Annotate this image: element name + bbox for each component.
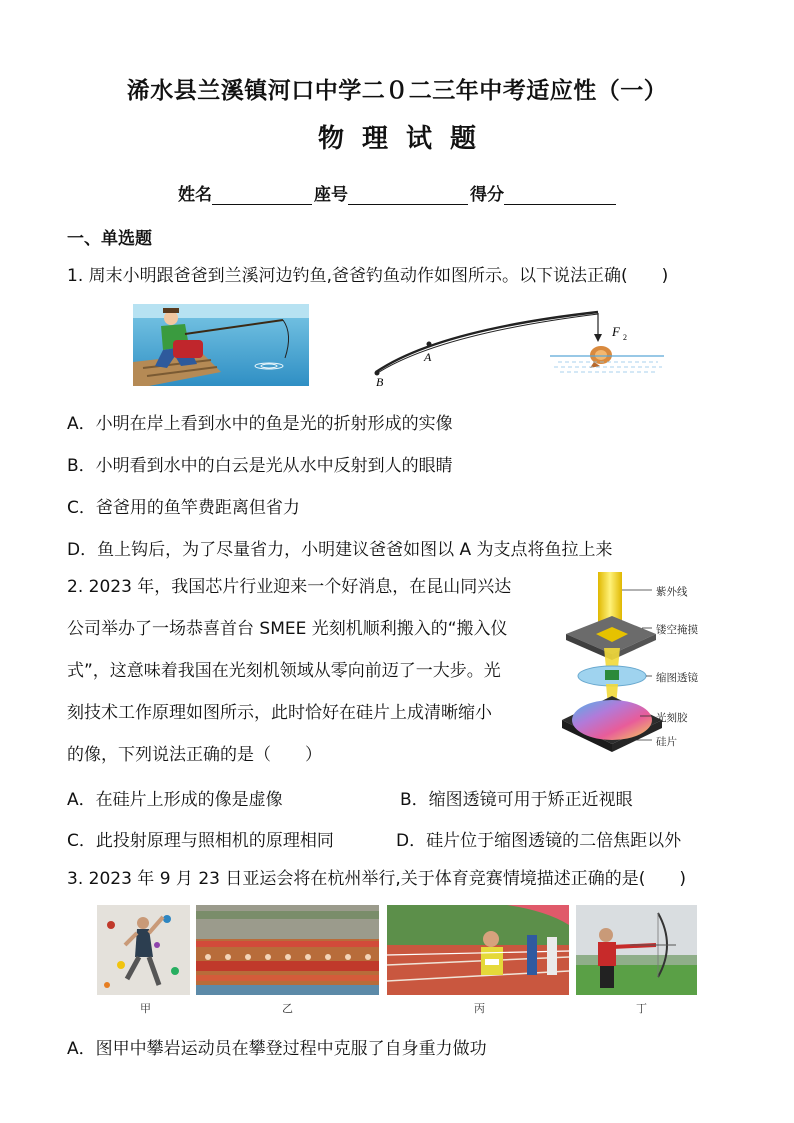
q2-line: 的像，下列说法正确的是（ ）	[67, 745, 322, 765]
force-label: F	[612, 324, 620, 339]
question-2-stem	[67, 566, 557, 776]
point-b-label: B	[376, 375, 384, 389]
q3-option-a[interactable]: A．图甲中攀岩运动员在攀登过程中克服了自身重力做功	[67, 1039, 487, 1059]
exam-title: 浠水县兰溪镇河口中学二０二三年中考适应性（一）	[126, 78, 668, 104]
caption-jia: 甲	[140, 1002, 151, 1015]
exam-subtitle: 物理试题	[317, 124, 494, 154]
archery-photo	[576, 905, 697, 995]
student-info-line	[178, 180, 618, 205]
score-label: 得分	[470, 185, 504, 205]
caption-ding: 丁	[636, 1002, 647, 1015]
q2-option-a[interactable]: A．在硅片上形成的像是虚像	[67, 790, 283, 810]
seat-label: 座号	[314, 185, 348, 205]
q2-option-c[interactable]: C．此投射原理与照相机的原理相同	[67, 831, 334, 851]
section-title: 一、单选题	[67, 229, 152, 249]
q1-option-c[interactable]: C．爸爸用的鱼竿费距离但省力	[67, 498, 300, 518]
q2-line: 式”，这意味着我国在光刻机领域从零向前迈了一大步。光	[67, 661, 501, 681]
seat-field[interactable]	[348, 186, 468, 205]
q2-option-b[interactable]: B．缩图透镜可用于矫正近视眼	[400, 790, 633, 810]
rock-climbing-photo	[97, 905, 190, 995]
q2-line: 2. 2023 年，我国芯片行业迎来一个好消息，在昆山同兴达	[67, 577, 512, 597]
name-label: 姓名	[178, 185, 212, 205]
question-1-stem: 1. 周末小明跟爸爸到兰溪河边钓鱼,爸爸钓鱼动作如图所示。以下说法正确( )	[67, 266, 669, 286]
name-field[interactable]	[212, 186, 312, 205]
caption-yi: 乙	[282, 1002, 293, 1015]
silicon-wafer-label: 硅片	[656, 736, 677, 748]
caption-bing: 丙	[474, 1002, 485, 1015]
q2-option-d[interactable]: D．硅片位于缩图透镜的二倍焦距以外	[396, 831, 682, 851]
force-subscript: 2	[623, 333, 627, 342]
question-3-stem: 3. 2023 年 9 月 23 日亚运会将在杭州举行,关于体育竞赛情境描述正确的是( )	[67, 869, 687, 889]
lithography-diagram	[560, 572, 740, 758]
point-a-label: A	[424, 350, 432, 364]
q2-line: 刻技术工作原理如图所示，此时恰好在硅片上成清晰缩小	[67, 703, 492, 723]
q2-line: 公司举办了一场恭喜首台 SMEE 光刻机顺利搬入的“搬入仪	[67, 619, 508, 639]
fishing-photo	[133, 304, 309, 386]
q1-option-d[interactable]: D．鱼上钩后，为了尽量省力，小明建议爸爸如图以 A 为支点将鱼拉上来	[67, 540, 613, 560]
dragon-boat-photo	[196, 905, 379, 995]
sprint-finish-photo	[387, 905, 569, 995]
q1-option-a[interactable]: A．小明在岸上看到水中的鱼是光的折射形成的实像	[67, 414, 453, 434]
uv-light-label: 紫外线	[656, 586, 688, 598]
reduction-lens-label: 缩图透镜	[656, 672, 698, 684]
score-field[interactable]	[504, 186, 616, 205]
fishing-rod-lever-diagram	[368, 300, 664, 390]
q1-option-b[interactable]: B．小明看到水中的白云是光从水中反射到人的眼睛	[67, 456, 453, 476]
mask-label: 镂空掩摸	[656, 624, 698, 636]
photoresist-label: 光刻胶	[656, 712, 688, 724]
